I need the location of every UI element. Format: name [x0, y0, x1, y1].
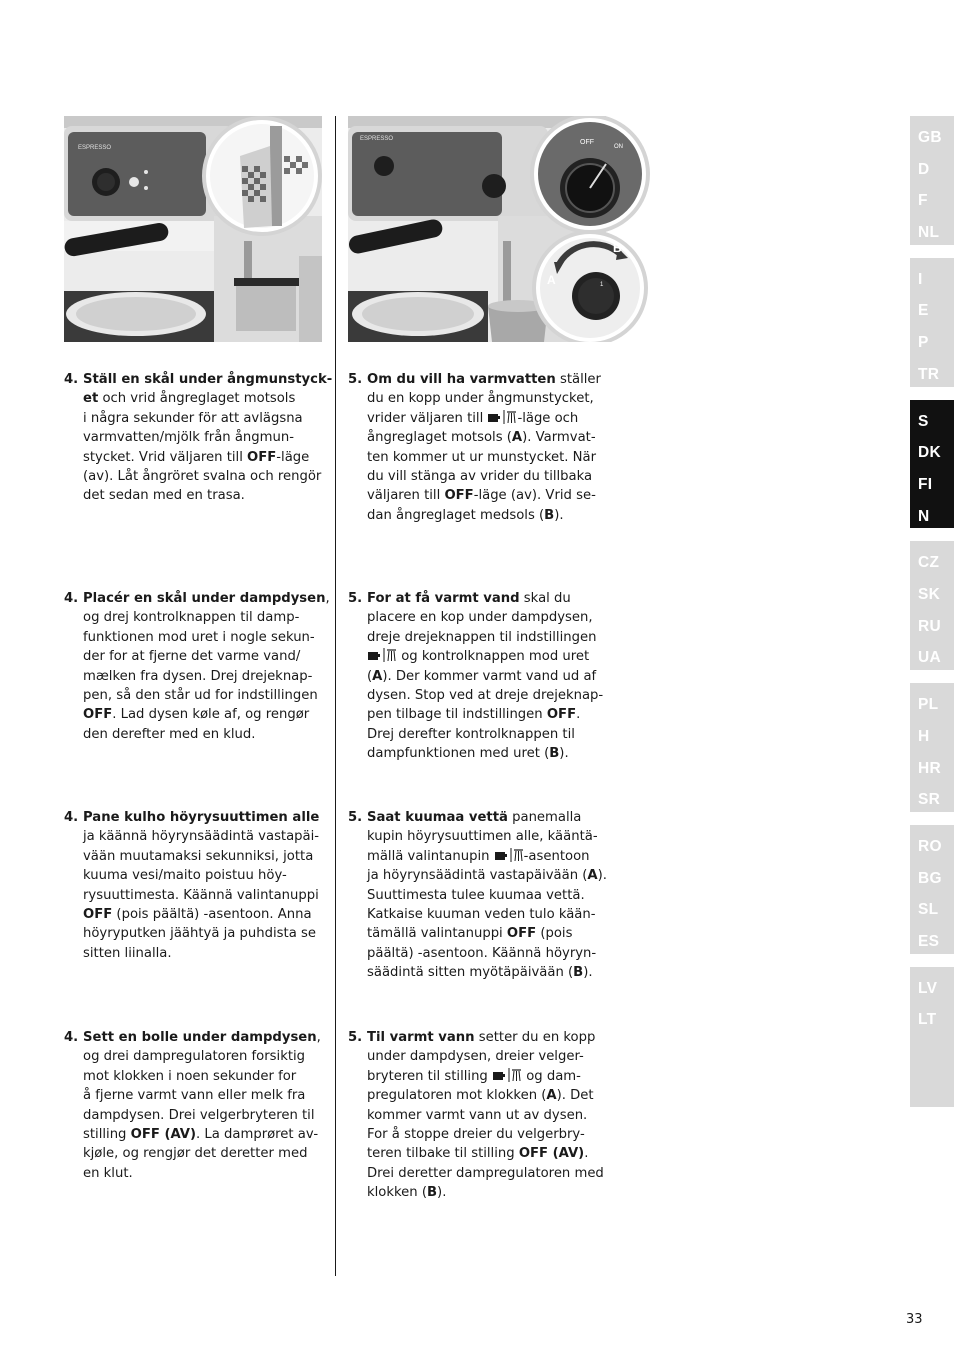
- text-line: [83, 1047, 326, 1066]
- text-line: [83, 1086, 326, 1105]
- text-line: [83, 667, 326, 686]
- step-text: [83, 370, 333, 506]
- text-run: och vrid ångreglaget motsols: [98, 391, 296, 407]
- language-tab-cz[interactable]: CZ: [918, 554, 940, 572]
- text-run: (pois: [536, 926, 573, 942]
- text-run: (: [367, 668, 373, 684]
- text-run: der for at fjerne det varme vand/: [83, 649, 301, 665]
- text-run: kjøle, og rengjør det deretter med: [83, 1146, 308, 1162]
- language-tab-ru[interactable]: RU: [918, 617, 941, 635]
- text-run: For å stoppe dreier du velgerbry-: [367, 1127, 585, 1143]
- step-number: 4.: [64, 810, 79, 825]
- text-line: [367, 1047, 610, 1066]
- svg-text:B: B: [613, 241, 622, 255]
- text-run: stilling: [83, 1127, 131, 1143]
- text-line: [367, 486, 610, 505]
- text-run: dreje drejeknappen til indstillingen: [367, 629, 597, 645]
- text-run: mot klokken i noen sekunder for: [83, 1068, 297, 1084]
- text-line: [83, 486, 326, 505]
- bold-text: A: [372, 668, 383, 684]
- text-run: ).: [583, 965, 593, 981]
- espresso-machine-illustration-left: [64, 116, 322, 342]
- language-group: [910, 116, 954, 245]
- text-run: ). Det: [556, 1088, 594, 1104]
- text-line: [367, 905, 610, 924]
- text-run: . Lad dysen køle af, og rengør: [112, 707, 310, 723]
- text-line: [367, 428, 610, 447]
- text-line: [83, 608, 326, 627]
- text-line: [83, 628, 326, 647]
- bold-text: B: [573, 965, 584, 981]
- text-line: [83, 886, 326, 905]
- text-line: [83, 389, 326, 408]
- text-run: stycket. Vrid väljaren till: [83, 449, 248, 465]
- svg-text:ON: ON: [614, 144, 623, 150]
- step-text: [83, 808, 326, 963]
- text-line: [367, 1106, 610, 1125]
- language-group: [910, 825, 954, 954]
- language-tab-dk[interactable]: DK: [918, 444, 941, 462]
- text-run: kommer varmt vann ut av dysen.: [367, 1107, 588, 1123]
- language-tab-sk[interactable]: SK: [918, 586, 941, 604]
- text-run: ångreglaget motsols (: [367, 430, 512, 446]
- step-4-danish: [64, 589, 330, 744]
- text-line: [367, 628, 610, 647]
- language-tab-i[interactable]: I: [918, 270, 923, 288]
- text-line: [83, 647, 326, 666]
- language-tab-nl[interactable]: NL: [918, 224, 940, 242]
- bold-text: A: [546, 1088, 557, 1104]
- text-line: [367, 1183, 610, 1202]
- bold-text: OFF: [83, 907, 113, 923]
- language-tab-lt[interactable]: LT: [918, 1011, 937, 1029]
- bold-text: Sett en bolle under dampdysen: [83, 1030, 317, 1045]
- svg-text:ESPRESSO: ESPRESSO: [78, 145, 112, 151]
- language-group: [910, 683, 954, 812]
- page-number: 33: [906, 1312, 923, 1327]
- text-run: dan ångreglaget medsols (: [367, 507, 545, 523]
- text-run: å fjerne varmt vann eller melk fra: [83, 1088, 306, 1104]
- text-line: [83, 827, 326, 846]
- text-run: ja höyrynsäädintä vastapäivään (: [367, 868, 588, 884]
- text-line: [367, 448, 610, 467]
- text-run: tämällä valintanuppi: [367, 926, 507, 942]
- bold-text: OFF (AV): [130, 1127, 197, 1143]
- text-run: ).: [554, 507, 564, 523]
- text-line: [83, 1067, 326, 1086]
- language-tab-hr[interactable]: HR: [918, 759, 941, 777]
- language-tab-sr[interactable]: SR: [918, 791, 941, 809]
- language-group: [910, 967, 954, 1107]
- text-run: skal du: [519, 591, 571, 606]
- text-run: funktionen mod uret i nogle sekun-: [83, 629, 315, 645]
- text-line: [83, 808, 326, 827]
- figure-steam-wand-cleaning: [64, 116, 322, 342]
- text-line: [83, 428, 326, 447]
- text-line: [83, 924, 326, 943]
- language-group: [910, 258, 954, 387]
- text-run: og dam-: [522, 1068, 581, 1084]
- bold-text: B: [544, 507, 555, 523]
- text-run: mælken fra dysen. Drej drejeknap-: [83, 668, 313, 684]
- text-run: og kontrolknappen mod uret: [397, 649, 590, 665]
- text-line: [367, 589, 610, 608]
- language-tab-fi[interactable]: FI: [918, 475, 933, 493]
- text-line: [367, 827, 610, 846]
- text-run: .: [584, 1146, 589, 1162]
- text-run: den derefter med en klud.: [83, 726, 256, 742]
- step-number: 4.: [64, 372, 79, 387]
- text-run: päältä) -asentoon. Käännä höyryn-: [367, 945, 597, 961]
- text-line: [367, 963, 610, 982]
- text-line: [83, 686, 326, 705]
- language-tab-tr[interactable]: TR: [918, 365, 940, 383]
- text-run: sitten liinalla.: [83, 945, 172, 961]
- text-run: Katkaise kuuman veden tulo kään-: [367, 907, 596, 923]
- text-run: -läge (av). Vrid se-: [473, 488, 596, 504]
- text-run: kuuma vesi/maito poistuu höy-: [83, 868, 287, 884]
- text-line: [367, 389, 610, 408]
- text-run: bryteren til stilling: [367, 1068, 492, 1084]
- text-run: kupin höyrysuuttimen alle, kääntä-: [367, 829, 598, 845]
- step-number: 5.: [348, 591, 363, 606]
- text-run: väljaren till: [367, 488, 445, 504]
- text-line: [367, 725, 610, 744]
- text-run: ).: [437, 1185, 447, 1201]
- text-line: [83, 1028, 326, 1047]
- step-number: 5.: [348, 1030, 363, 1045]
- text-line: [367, 886, 610, 905]
- text-run: pen tilbage til indstillingen: [367, 707, 547, 723]
- text-run: og drej kontrolknappen til damp-: [83, 610, 300, 626]
- step-number: 4.: [64, 1030, 79, 1045]
- text-line: [367, 744, 610, 763]
- step-number: 5.: [348, 810, 363, 825]
- text-run: höyryputken jäähtyä ja puhdista se: [83, 926, 316, 942]
- figure-hot-water: [348, 116, 623, 342]
- text-run: . La damprøret av-: [196, 1127, 319, 1143]
- text-run: Suuttimesta tulee kuumaa vettä.: [367, 887, 585, 903]
- text-line: [367, 409, 610, 428]
- svg-text:OFF: OFF: [580, 139, 594, 146]
- language-tab-sl[interactable]: SL: [918, 901, 939, 919]
- text-run: Drei deretter dampregulatoren med: [367, 1165, 604, 1181]
- language-tab-pl[interactable]: PL: [918, 696, 939, 714]
- text-run: setter du en kopp: [474, 1030, 596, 1045]
- espresso-machine-illustration-right: [348, 116, 658, 342]
- step-5-swedish: [348, 370, 610, 525]
- text-run: pregulatoren mot klokken (: [367, 1088, 547, 1104]
- text-run: ,: [325, 591, 330, 606]
- text-run: klokken (: [367, 1185, 427, 1201]
- text-line: [83, 866, 326, 885]
- text-run: ).: [597, 868, 607, 884]
- language-tab-gb[interactable]: GB: [918, 129, 942, 146]
- step-5-norwegian: [348, 1028, 610, 1203]
- text-run: ställer: [555, 372, 601, 387]
- bold-text: OFF: [83, 707, 113, 723]
- svg-text:A: A: [547, 273, 556, 287]
- text-run: dampdysen. Drei velgerbryteren til: [83, 1107, 315, 1123]
- bold-text: B: [426, 1185, 438, 1201]
- text-line: [367, 608, 610, 627]
- text-run: rysuuttimesta. Käännä valintanuppi: [83, 887, 319, 903]
- bold-text: For at få varmt vand: [367, 591, 520, 606]
- language-tab-h[interactable]: H: [918, 727, 930, 745]
- text-line: [83, 1144, 326, 1163]
- step-text: [367, 1028, 610, 1203]
- text-run: dampfunktionen med uret (: [367, 746, 550, 762]
- step-4-swedish: [64, 370, 333, 506]
- text-line: [367, 1028, 610, 1047]
- text-line: [83, 944, 326, 963]
- hot-water-icon: [494, 848, 524, 862]
- step-text: [367, 808, 610, 983]
- text-run: vään muutamaksi sekunniksi, jotta: [83, 848, 314, 864]
- bold-text: OFF: [444, 488, 474, 504]
- language-tab-f[interactable]: F: [918, 192, 928, 210]
- step-text: [367, 589, 610, 764]
- text-line: [367, 866, 610, 885]
- bold-text: Placér en skål under dampdysen: [83, 591, 326, 606]
- bold-text: A: [511, 430, 523, 446]
- hot-water-icon: [492, 1068, 522, 1082]
- step-number: 4.: [64, 591, 79, 606]
- text-line: [367, 1086, 610, 1105]
- text-run: (pois päältä) -asentoon. Anna: [112, 907, 312, 923]
- bold-text: Pane kulho höyrysuuttimen alle: [83, 810, 320, 825]
- text-run: og drei dampregulatoren forsiktig: [83, 1049, 306, 1065]
- text-run: under dampdysen, dreier velger-: [367, 1049, 584, 1065]
- text-line: [83, 725, 326, 744]
- language-tab-es[interactable]: ES: [918, 933, 940, 951]
- text-run: ). Der kommer varmt vand ud af: [382, 668, 597, 684]
- text-run: säädintä sitten myötäpäivään (: [367, 965, 574, 981]
- text-run: Drej derefter kontrolknappen til: [367, 726, 575, 742]
- text-line: [367, 808, 610, 827]
- text-line: [367, 647, 610, 666]
- text-line: [83, 448, 326, 467]
- language-group: [910, 541, 954, 670]
- text-line: [367, 667, 610, 686]
- text-line: [83, 705, 326, 724]
- text-line: [83, 1106, 326, 1125]
- language-tab-d[interactable]: D: [918, 160, 930, 178]
- text-run: panemalla: [507, 810, 582, 825]
- bold-text: Om du vill ha varmvatten: [367, 372, 556, 387]
- column-divider: [335, 116, 336, 1276]
- text-line: [367, 370, 610, 389]
- text-run: .: [576, 707, 581, 723]
- text-line: [83, 409, 326, 428]
- language-tab-lv[interactable]: LV: [918, 979, 938, 997]
- text-run: i några sekunder för att avlägsna: [83, 410, 303, 426]
- text-line: [367, 686, 610, 705]
- text-run: det sedan med en trasa.: [83, 488, 245, 504]
- bold-text: Til varmt vann: [367, 1030, 475, 1045]
- step-4-finnish: [64, 808, 326, 963]
- text-run: mällä valintanupin: [367, 848, 494, 864]
- bold-text: Saat kuumaa vettä: [367, 810, 508, 825]
- text-line: [367, 1067, 610, 1086]
- language-group: [910, 400, 954, 529]
- language-tab-s[interactable]: S: [918, 412, 929, 430]
- text-run: ten kommer ut ur munstycket. När: [367, 449, 597, 465]
- text-run: vrider väljaren till: [367, 410, 488, 426]
- text-run: du vill stänga av vrider du tillbaka: [367, 469, 593, 485]
- text-line: [83, 467, 326, 486]
- bold-text: et: [83, 391, 99, 407]
- text-run: dysen. Stop ved at dreje drejeknap-: [367, 688, 604, 704]
- step-5-danish: [348, 589, 610, 764]
- text-run: (av). Låt ångröret svalna och rengör: [83, 469, 322, 485]
- step-text: [83, 589, 330, 744]
- bold-text: OFF: [247, 449, 277, 465]
- text-line: [367, 1144, 610, 1163]
- text-line: [367, 506, 610, 525]
- bold-text: A: [587, 868, 598, 884]
- step-4-norwegian: [64, 1028, 326, 1183]
- language-tab-ua[interactable]: UA: [918, 649, 941, 667]
- text-run: -läge och: [517, 410, 579, 426]
- language-tab-bg[interactable]: BG: [918, 869, 942, 887]
- step-number: 5.: [348, 372, 363, 387]
- language-tab-e[interactable]: E: [918, 302, 929, 320]
- text-line: [367, 705, 610, 724]
- language-tab-n[interactable]: N: [918, 507, 930, 525]
- text-line: [83, 1125, 326, 1144]
- svg-text:1: 1: [600, 282, 604, 288]
- text-run: teren tilbake til stilling: [367, 1146, 519, 1162]
- text-run: du en kopp under ångmunstycket,: [367, 391, 594, 407]
- text-run: -asentoon: [523, 848, 590, 864]
- text-line: [367, 1164, 610, 1183]
- hot-water-icon: [487, 410, 517, 424]
- text-run: ).: [559, 746, 569, 762]
- text-line: [367, 467, 610, 486]
- text-line: [83, 847, 326, 866]
- step-text: [83, 1028, 326, 1183]
- svg-text:ESPRESSO: ESPRESSO: [360, 136, 394, 142]
- text-line: [367, 944, 610, 963]
- text-line: [83, 905, 326, 924]
- bold-text: Ställ en skål under ångmunstyck-: [83, 372, 333, 387]
- bold-text: OFF: [546, 707, 577, 723]
- bold-text: B: [549, 746, 560, 762]
- text-run: varmvatten/mjölk från ångmun-: [83, 430, 294, 446]
- step-5-finnish: [348, 808, 610, 983]
- text-run: ). Varmvat-: [522, 430, 596, 446]
- text-run: -läge: [276, 449, 310, 465]
- text-run: placere en kop under dampdysen,: [367, 610, 593, 626]
- hot-water-icon: [367, 648, 397, 662]
- language-tab-p[interactable]: P: [918, 334, 929, 352]
- text-line: [83, 589, 330, 608]
- language-tab-ro[interactable]: RO: [918, 838, 942, 855]
- text-line: [83, 370, 333, 389]
- text-line: [367, 847, 610, 866]
- text-run: en klut.: [83, 1165, 133, 1181]
- text-run: ,: [316, 1030, 321, 1045]
- bold-text: OFF: [506, 926, 537, 942]
- text-line: [367, 1125, 610, 1144]
- text-run: pen, så den står ud for indstillingen: [83, 688, 318, 704]
- step-text: [367, 370, 610, 525]
- text-run: ja käännä höyrynsäädintä vastapäi-: [83, 829, 320, 845]
- bold-text: OFF (AV): [518, 1146, 585, 1162]
- text-line: [367, 924, 610, 943]
- text-line: [83, 1164, 326, 1183]
